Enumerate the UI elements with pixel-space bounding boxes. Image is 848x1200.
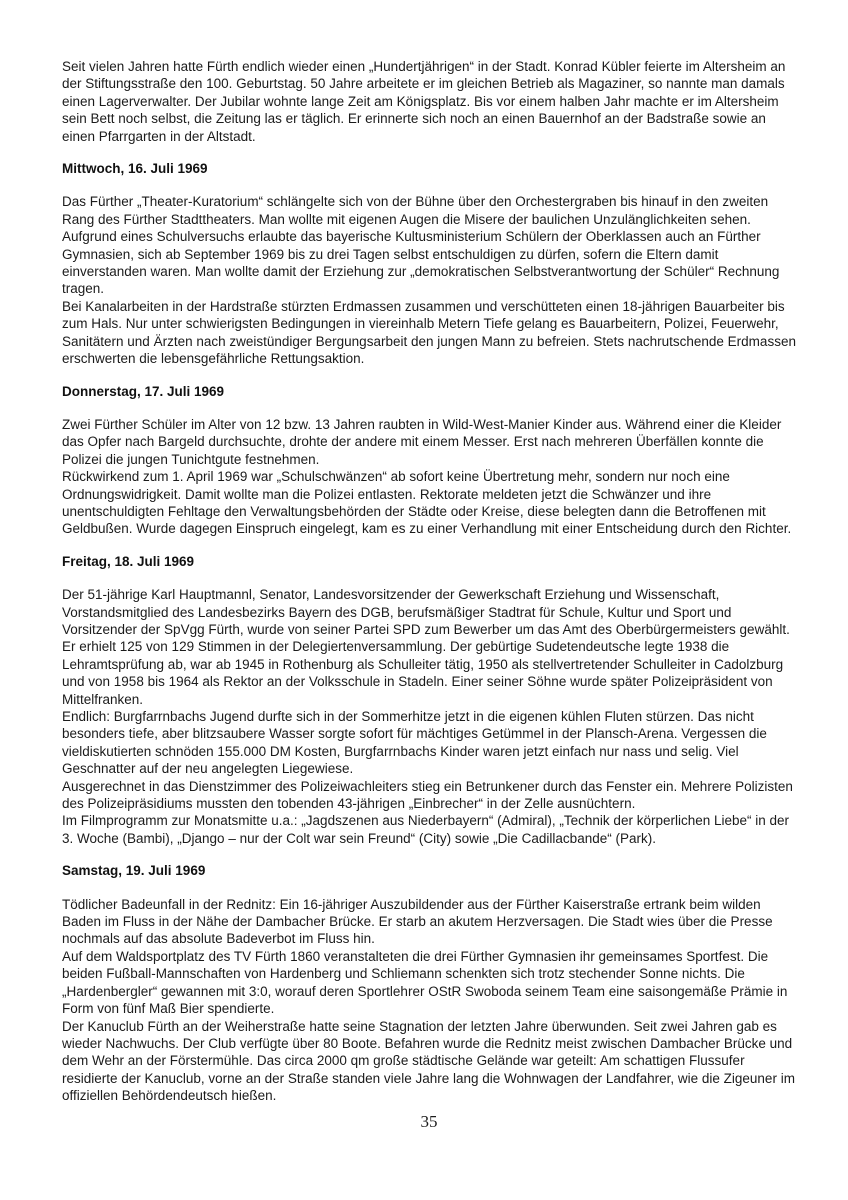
paragraph: Tödlicher Badeunfall in der Rednitz: Ein 16-jähriger Auszubildender aus der Fürther Kaiserstraße ertrank beim wilden Baden im Fluss in der Nähe der Dambacher Brücke. Er starb an akutem Herzversagen. Die Stadt wies über die Presse nochmals auf das absolute Badeverbot im Fluss hin. — [62, 896, 773, 947]
intro-paragraphs — [62, 58, 796, 145]
paragraph: Der 51-jährige Karl Hauptmannl, Senator, Landesvorsitzender der Gewerkschaft Erziehung und Wissenschaft, Vorstandsmitglied des Landesbezirks Bayern des DGB, berufsmäßiger Stadtrat für Schule, Kultur und Sport und Vorsitzender der SpVgg Fürth, wurde von seiner Partei SPD zum Bewerber um das Amt des Oberbürgermeisters gewählt. Er erhielt 125 von 129 Stimmen in der Delegiertenversammlung. Der gebürtige Sudetendeutsche legte 1938 die Lehramtsprüfung ab, war ab 1945 in Rothenburg als Schulleiter tätig, 1950 als stellvertretender Schulleiter in Cadolzburg und von 1958 bis 1964 als Rektor an der Volksschule in Stadeln. Einer seiner Söhne wurde später Polizeipräsident von Mittelfranken. — [62, 587, 790, 707]
section-paragraphs — [62, 586, 796, 847]
section-freitag-18-juli-1969 — [62, 553, 796, 848]
paragraph: Rückwirkend zum 1. April 1969 war „Schulschwänzen“ ab sofort keine Übertretung mehr, sondern nur noch eine Ordnungswidrigkeit. Damit wollte man die Polizei entlasten. Rektorate meldeten jetzt die Schwänzer und ihre unentschuldigten Fehltage den Verwaltungsbehörden der Städte oder Kreise, diese belegten dann die Betroffenen mit Geldbußen. Wurde dagegen Einspruch eingelegt, kam es zu einer Verhandlung mit einer Entscheidung durch den Richter. — [62, 469, 792, 537]
section-heading: Freitag, 18. Juli 1969 — [62, 553, 195, 569]
section-heading: Samstag, 19. Juli 1969 — [62, 863, 206, 879]
paragraph: Bei Kanalarbeiten in der Hardstraße stürzten Erdmassen zusammen und verschütteten einen 18-jährigen Bauarbeiter bis zum Hals. Nur unter schwierigsten Bedingungen in viereinhalb Metern Tiefe gelang es Bauarbeitern, Polizei, Feuerwehr, Sanitätern und Ärzten nach zweistündiger Bergungsarbeit den jungen Mann zu befreien. Stets nachrutschende Erdmassen erschwerten die lebensgefährliche Rettungsaktion. — [62, 298, 796, 367]
page-content — [62, 58, 796, 1133]
page-number: 35 — [420, 1111, 438, 1131]
section-paragraphs — [62, 193, 796, 367]
paragraph: Der Kanuclub Fürth an der Weiherstraße hatte seine Stagnation der letzten Jahre überwunden. Seit zwei Jahren gab es wieder Nachwuchs. Der Club verfügte über 80 Boote. Befahren wurde die Rednitz meist zwischen Dambacher Brücke und dem Wehr an der Förstermühle. Das circa 2000 qm große städtische Gelände war geteilt: Am schattigen Flussufer residierte der Kanuclub, vorne an der Straße standen viele Jahre lang die Wohnwagen der Landfahrer, wie die Zigeuner im offiziellen Behördendeutsch hießen. — [62, 1018, 795, 1104]
section-paragraphs — [62, 416, 796, 538]
section-donnerstag-17-juli-1969 — [62, 383, 796, 538]
section-heading: Mittwoch, 16. Juli 1969 — [62, 161, 208, 177]
paragraph: Seit vielen Jahren hatte Fürth endlich wieder einen „Hundertjährigen“ in der Stadt. Konrad Kübler feierte im Altersheim an der Stiftungsstraße den 100. Geburtstag. 50 Jahre arbeitete er im gleichen Betrieb als Magaziner, so nannte man damals einen Lagerverwalter. Der Jubilar wohnte lange Zeit am Königsplatz. Bis vor einem halben Jahr machte er im Altersheim sein Bett noch selbst, die Zeitung las er täglich. Er erinnerte sich noch an einen Bauernhof an der Badstraße sowie an einen Pfarrgarten in der Altstadt. — [62, 59, 786, 144]
section-samstag-19-juli-1969 — [62, 862, 796, 1104]
paragraph: Ausgerechnet in das Dienstzimmer des Polizeiwachleiters stieg ein Betrunkener durch das Fenster ein. Mehrere Polizisten des Polizeipräsidiums mussten den tobenden 43-jährigen „Einbrecher“ in der Zelle ausnüchtern. — [62, 778, 793, 812]
paragraph: Im Filmprogramm zur Monatsmitte u.a.: „Jagdszenen aus Niederbayern“ (Admiral), „Technik der körperlichen Liebe“ in der 3. Woche (Bambi), „Django – nur der Colt war sein Freund“ (City) sowie „Die Cadillacbande“ (Park). — [62, 813, 790, 846]
paragraph: Endlich: Burgfarrnbachs Jugend durfte sich in der Sommerhitze jetzt in die eigenen kühlen Fluten stürzen. Das nicht besonders tiefe, aber blitzsaubere Wasser sorgte sofort für mächtiges Getümmel in der Plansch-Arena. Vergessen die vieldiskutierten schnöden 155.000 DM Kosten, Burgfarrnbachs Kinder waren jetzt einfach nur nass und selig. Viel Geschnatter auf der neu angelegten Liegewiese. — [62, 709, 767, 777]
section-heading: Donnerstag, 17. Juli 1969 — [62, 383, 225, 399]
paragraph: Zwei Fürther Schüler im Alter von 12 bzw. 13 Jahren raubten in Wild-West-Manier Kinder aus. Während einer die Kleider das Opfer nach Bargeld durchsuchte, drohte der andere mit einem Messer. Erst nach mehreren Überfällen konnte die Polizei die jungen Tunichtgute festnehmen. — [62, 416, 782, 467]
section-mittwoch-16-juli-1969 — [62, 160, 796, 367]
paragraph: Aufgrund eines Schulversuchs erlaubte das bayerische Kultusministerium Schülern der Oberklassen auch an Fürther Gymnasien, sich ab September 1969 bis zu drei Tagen selbst entschuldigen zu dürfen, sofern die Eltern damit einverstanden waren. Man wollte damit der Erziehung zur „demokratischen Selbstverantwortung der Schüler“ Rechnung tragen. — [62, 229, 780, 297]
section-paragraphs — [62, 896, 796, 1105]
paragraph: Das Fürther „Theater-Kuratorium“ schlängelte sich von der Bühne über den Orchestergraben bis hinauf in den zweiten Rang des Fürther Stadttheaters. Man wollte mit eigenen Augen die Misere der baulichen Unzulänglichkeiten sehen. — [62, 194, 769, 227]
paragraph: Auf dem Waldsportplatz des TV Fürth 1860 veranstalteten die drei Fürther Gymnasien ihr gemeinsames Sportfest. Die beiden Fußball-Mannschaften von Hardenberg und Schliemann schenkten sich trotz stechender Sonne nichts. Die „Hardenbergler“ gewannen mit 3:0, worauf deren Sportlehrer OStR Swoboda seinem Team eine saisongemäße Prämie in Form von fünf Maß Bier spendierte. — [62, 948, 788, 1017]
